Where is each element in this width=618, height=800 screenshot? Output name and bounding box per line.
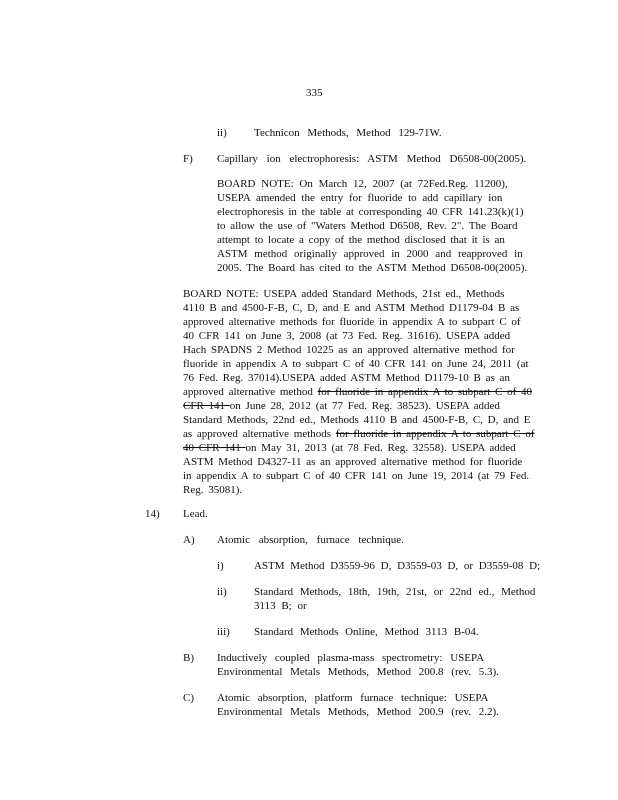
note-line — [183, 358, 529, 370]
page-number: 335 — [306, 87, 323, 99]
item-label: A) — [183, 534, 195, 546]
note-text: 4110 B and 4500-F-B, C, D, and E and ASTM Method D1179-04 B as — [183, 302, 520, 314]
item-label: B) — [183, 652, 194, 664]
note-text: on May 31, 2013 (at 78 Fed. Reg. 32558). USEPA added — [245, 442, 516, 454]
note-line — [183, 330, 510, 342]
item-text: Standard Methods Online, Method 3113 B-04. — [254, 626, 479, 638]
item-text: 3113 B; or — [254, 600, 307, 612]
note-line — [183, 288, 504, 300]
note-line — [183, 470, 529, 482]
note-line — [183, 344, 515, 356]
note-text: approved alternative method — [183, 386, 318, 398]
note-line — [183, 316, 521, 328]
note-text: fluoride in appendix A to subpart C of 40 CFR 141 on June 24, 2011 (at — [183, 358, 529, 370]
note-line — [183, 386, 532, 398]
struck-text: for fluoride in appendix A to subpart C of — [335, 428, 535, 440]
note-text: 76 Fed. Reg. 37014).USEPA added ASTM Method D1179-10 B as an — [183, 372, 510, 384]
item-label: ii) — [217, 127, 227, 139]
note-line — [183, 442, 516, 454]
note-line: BOARD NOTE: On March 12, 2007 (at 72Fed.Reg. 11200), — [217, 178, 508, 190]
note-text: Standard Methods, 22nd ed., Methods 4110 B and 4500-F-B, C, D, and E — [183, 414, 531, 426]
item-text: Capillary ion electrophoresis: ASTM Method D6508-00(2005). — [217, 153, 527, 165]
note-line: electrophoresis in the table at corresponding 40 CFR 141.23(k)(1) — [217, 206, 524, 218]
item-text: ASTM Method D3559-96 D, D3559-03 D, or D3559-08 D; — [254, 560, 541, 572]
note-line: attempt to locate a copy of the method disclosed that it is an — [217, 234, 505, 246]
note-line: USEPA amended the entry for fluoride to add capillary ion — [217, 192, 503, 204]
note-text: on June 28, 2012 (at 77 Fed. Reg. 38523). USEPA added — [229, 400, 500, 412]
struck-text: 40 CFR 141 — [183, 442, 246, 454]
item-text: Inductively coupled plasma-mass spectrometry: USEPA — [217, 652, 485, 664]
note-text: BOARD NOTE: USEPA added Standard Methods, 21st ed., Methods — [183, 288, 505, 300]
note-line — [183, 456, 522, 468]
note-line — [183, 372, 510, 384]
note-line: ASTM method originally approved in 2000 and reapproved in — [217, 248, 523, 260]
item-label: i) — [217, 560, 224, 572]
note-line: 2005. The Board has cited to the ASTM Method D6508-00(2005). — [217, 262, 528, 274]
item-text: Atomic absorption, platform furnace technique: USEPA — [217, 692, 489, 704]
note-line — [183, 302, 519, 314]
item-label: C) — [183, 692, 194, 704]
note-line — [183, 484, 242, 496]
note-line: to allow the use of "Waters Method D6508, Rev. 2". The Board — [217, 220, 518, 232]
item-label: ii) — [217, 586, 227, 598]
note-text: ASTM Method D4327-11 as an approved alternative method for fluoride — [183, 456, 523, 468]
item-text: Technicon Methods, Method 129-71W. — [254, 127, 442, 139]
note-text: approved alternative methods for fluoride in appendix A to subpart C of — [183, 316, 521, 328]
note-text: Hach SPADNS 2 Method 10225 as an approved alternative method for — [183, 344, 515, 356]
note-line — [183, 400, 500, 412]
section-title: Lead. — [183, 508, 208, 520]
struck-text: CFR 141 — [183, 400, 230, 412]
note-text: in appendix A to subpart C of 40 CFR 141 on June 19, 2014 (at 79 Fed. — [183, 470, 530, 482]
note-text: Reg. 35081). — [183, 484, 243, 496]
note-text: as approved alternative methods — [183, 428, 336, 440]
item-text: Environmental Metals Methods, Method 200.8 (rev. 5.3). — [217, 666, 499, 678]
note-line — [183, 414, 530, 426]
struck-text: for fluoride in appendix A to subpart C of 40 — [317, 386, 533, 398]
item-label: 14) — [145, 508, 160, 520]
item-label: F) — [183, 153, 193, 165]
item-label: iii) — [217, 626, 230, 638]
item-text: Standard Methods, 18th, 19th, 21st, or 22nd ed., Method — [254, 586, 536, 598]
item-text: Atomic absorption, furnace technique. — [217, 534, 404, 546]
item-text: Environmental Metals Methods, Method 200.9 (rev. 2.2). — [217, 706, 499, 718]
note-text: 40 CFR 141 on June 3, 2008 (at 73 Fed. Reg. 31616). USEPA added — [183, 330, 511, 342]
note-line — [183, 428, 535, 440]
